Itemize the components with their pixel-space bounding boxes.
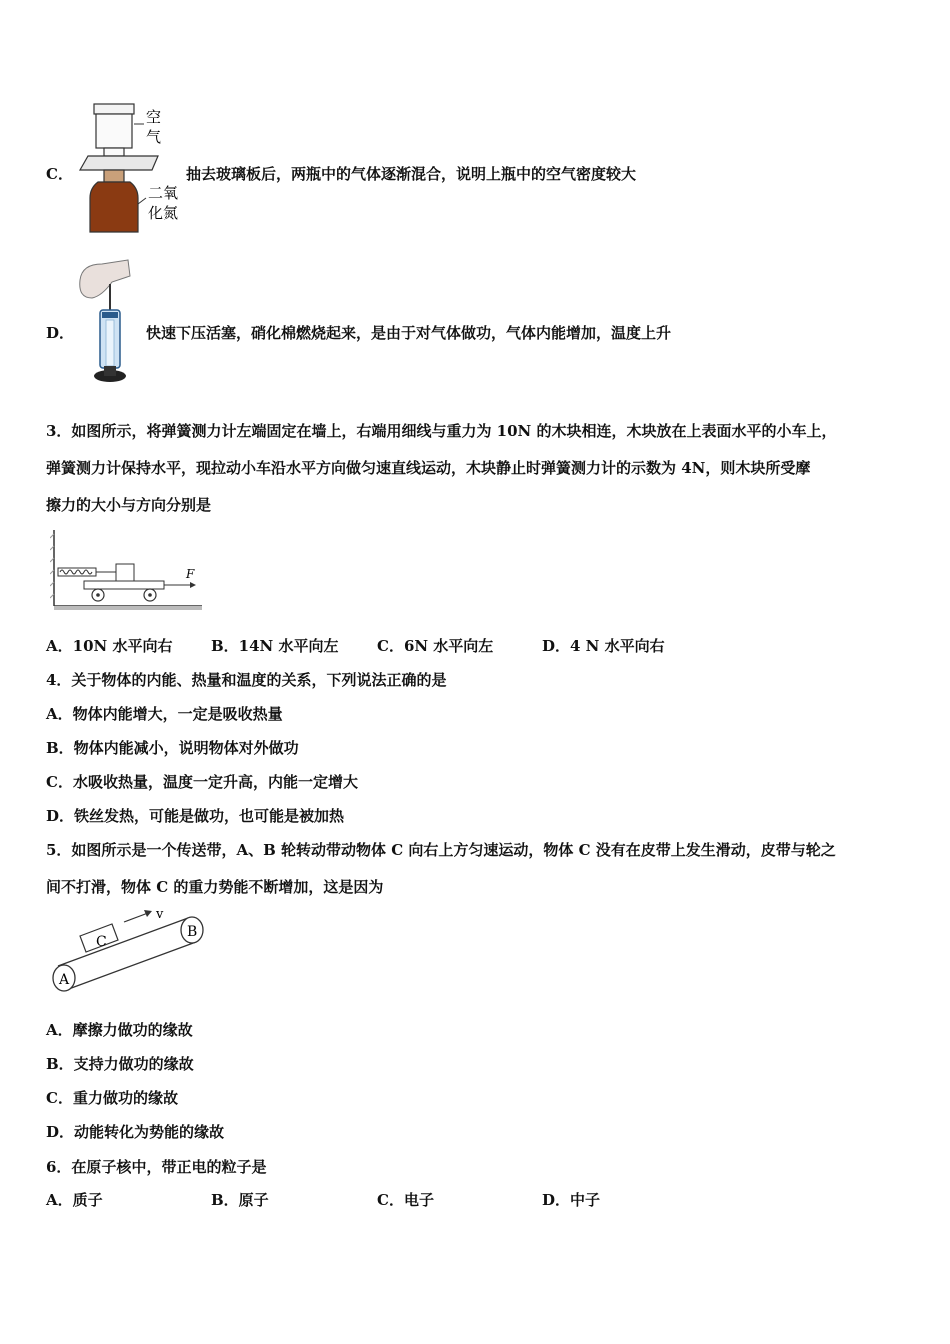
q3-option-c: C．6N 水平向左 xyxy=(377,637,494,655)
q4-option-d: D．铁丝发热，可能是做功，也可能是被加热 xyxy=(46,807,345,825)
fig-label-gas-2: 化氮 xyxy=(148,204,179,222)
q5-option-b: B．支持力做功的缘故 xyxy=(46,1055,194,1073)
q3-stem-line-1: 3．如图所示，将弹簧测力计左端固定在墙上，右端用细线与重力为 10N 的木块相连，木块放在上表面水平的小车上， xyxy=(46,422,837,440)
option-d-text: 快速下压活塞，硝化棉燃烧起来，是由于对气体做功，气体内能增加，温度上升 xyxy=(146,324,672,342)
wheel-b-label: B xyxy=(187,924,198,940)
q6-stem: 6．在原子核中，带正电的粒子是 xyxy=(46,1158,267,1176)
spring-scale-cart-figure xyxy=(50,528,206,612)
q3-option-b: B．14N 水平向左 xyxy=(211,637,339,655)
q6-option-a: A．质子 xyxy=(46,1191,103,1209)
q5-stem-line-1: 5．如图所示是一个传送带，A、B 轮转动带动物体 C 向右上方匀速运动，物体 C 没有在皮带上发生滑动，皮带与轮之 xyxy=(46,841,836,859)
q6-option-c: C．电子 xyxy=(377,1191,434,1209)
wheel-a-label: A xyxy=(59,972,70,988)
fig-label-gas-1: 二氧 xyxy=(148,184,179,202)
q4-option-b: B．物体内能减小，说明物体对外做功 xyxy=(46,739,299,757)
q4-option-a: A．物体内能增大，一定是吸收热量 xyxy=(46,705,283,723)
gas-bottles-figure xyxy=(76,98,188,238)
block-c-label: C xyxy=(96,934,107,950)
option-c-text: 抽去玻璃板后，两瓶中的气体逐渐混合，说明上瓶中的空气密度较大 xyxy=(186,165,637,183)
q5-option-c: C．重力做功的缘故 xyxy=(46,1089,178,1107)
q4-option-c: C．水吸收热量，温度一定升高，内能一定增大 xyxy=(46,773,358,791)
q3-stem-line-3: 擦力的大小与方向分别是 xyxy=(46,496,212,514)
piston-figure xyxy=(72,258,134,390)
q5-stem-line-2: 间不打滑，物体 C 的重力势能不断增加，这是因为 xyxy=(46,878,384,896)
q3-stem-line-2: 弹簧测力计保持水平，现拉动小车沿水平方向做匀速直线运动，木块静止时弹簧测力计的示数为 4N，则木块所受摩 xyxy=(46,459,811,477)
fig-label-air-2: 气 xyxy=(146,128,162,146)
conveyor-belt-figure xyxy=(44,908,214,996)
q3-option-d: D．4 N 水平向右 xyxy=(542,637,665,655)
q5-option-d: D．动能转化为势能的缘故 xyxy=(46,1123,225,1141)
velocity-label: v xyxy=(156,908,164,922)
q5-option-a: A．摩擦力做功的缘故 xyxy=(46,1021,193,1039)
option-c-letter: C． xyxy=(46,165,73,183)
option-d-letter: D． xyxy=(46,324,75,342)
q6-option-d: D．中子 xyxy=(542,1191,601,1209)
force-label: F xyxy=(186,567,195,581)
q4-stem: 4．关于物体的内能、热量和温度的关系，下列说法正确的是 xyxy=(46,671,447,689)
q6-option-b: B．原子 xyxy=(211,1191,269,1209)
fig-label-air-1: 空 xyxy=(146,108,162,126)
q3-option-a: A．10N 水平向右 xyxy=(46,637,173,655)
